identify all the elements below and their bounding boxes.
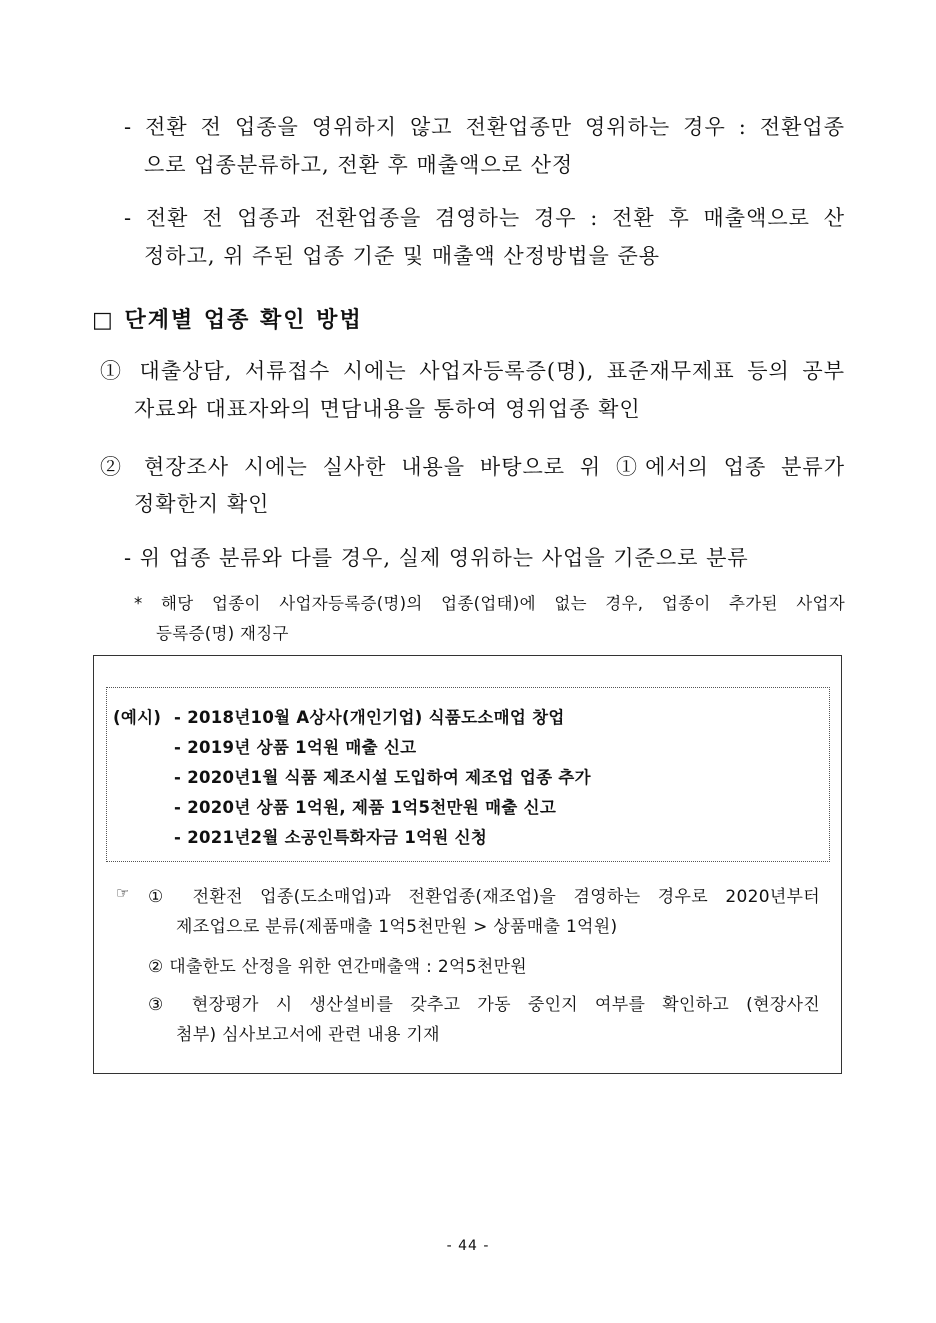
- explanation-2-line-1: ② 대출한도 산정을 위한 연간매출액 : 2억5천만원: [148, 957, 528, 977]
- sub-item-2-line-2: 정하고, 위 주된 업종 기준 및 매출액 산정방법을 준용: [144, 244, 661, 268]
- pointer-hand-icon: ☞: [116, 884, 130, 902]
- step-1-line-1: ① 대출상담, 서류접수 시에는 사업자등록증(명), 표준재무제표 등의 공부: [100, 359, 845, 383]
- step-2-line-2: 정확한지 확인: [134, 492, 270, 516]
- example-line: - 2020년 상품 1억원, 제품 1억5천만원 매출 신고: [174, 798, 557, 817]
- sub-item-1-line-2: 으로 업종분류하고, 전환 후 매출액으로 산정: [144, 153, 574, 177]
- explanation-3-line-2: 첨부) 심사보고서에 관련 내용 기재: [176, 1025, 440, 1045]
- step-1-line-2: 자료와 대표자와의 면담내용을 통하여 영위업종 확인: [134, 397, 641, 421]
- example-line: - 2018년10월 A상사(개인기업) 식품도소매업 창업: [174, 708, 565, 727]
- dash-item: - 위 업종 분류와 다를 경우, 실제 영위하는 사업을 기준으로 분류: [124, 546, 749, 570]
- sub-item-2-line-1: - 전환 전 업종과 전환업종을 겸영하는 경우 : 전환 후 매출액으로 산: [124, 206, 845, 230]
- example-label: (예시): [113, 708, 162, 727]
- explanation-1-line-1: ① 전환전 업종(도소매업)과 전환업종(재조업)을 겸영하는 경우로 2020년부터: [148, 887, 820, 907]
- example-line: - 2019년 상품 1억원 매출 신고: [174, 738, 417, 757]
- explanation-3-line-1: ③ 현장평가 시 생산설비를 갖추고 가동 중인지 여부를 확인하고 (현장사진: [148, 995, 820, 1015]
- example-line: - 2021년2월 소공인특화자금 1억원 신청: [174, 828, 488, 847]
- footnote-line-1: * 해당 업종이 사업자등록증(명)의 업종(업태)에 없는 경우, 업종이 추가된 사업자: [134, 594, 845, 613]
- page-number: - 44 -: [446, 1238, 490, 1254]
- example-box: [93, 655, 842, 1074]
- example-inner-box: [106, 687, 830, 862]
- example-line: - 2020년1월 식품 제조시설 도입하여 제조업 업종 추가: [174, 768, 591, 787]
- footnote-line-2: 등록증(명) 재징구: [156, 624, 289, 643]
- section-heading: □ 단계별 업종 확인 방법: [92, 308, 363, 333]
- sub-item-1-line-1: - 전환 전 업종을 영위하지 않고 전환업종만 영위하는 경우 : 전환업종: [124, 115, 845, 139]
- explanation-1-line-2: 제조업으로 분류(제품매출 1억5천만원 > 상품매출 1억원): [176, 917, 618, 937]
- step-2-line-1: ② 현장조사 시에는 실사한 내용을 바탕으로 위 ①에서의 업종 분류가: [100, 455, 845, 479]
